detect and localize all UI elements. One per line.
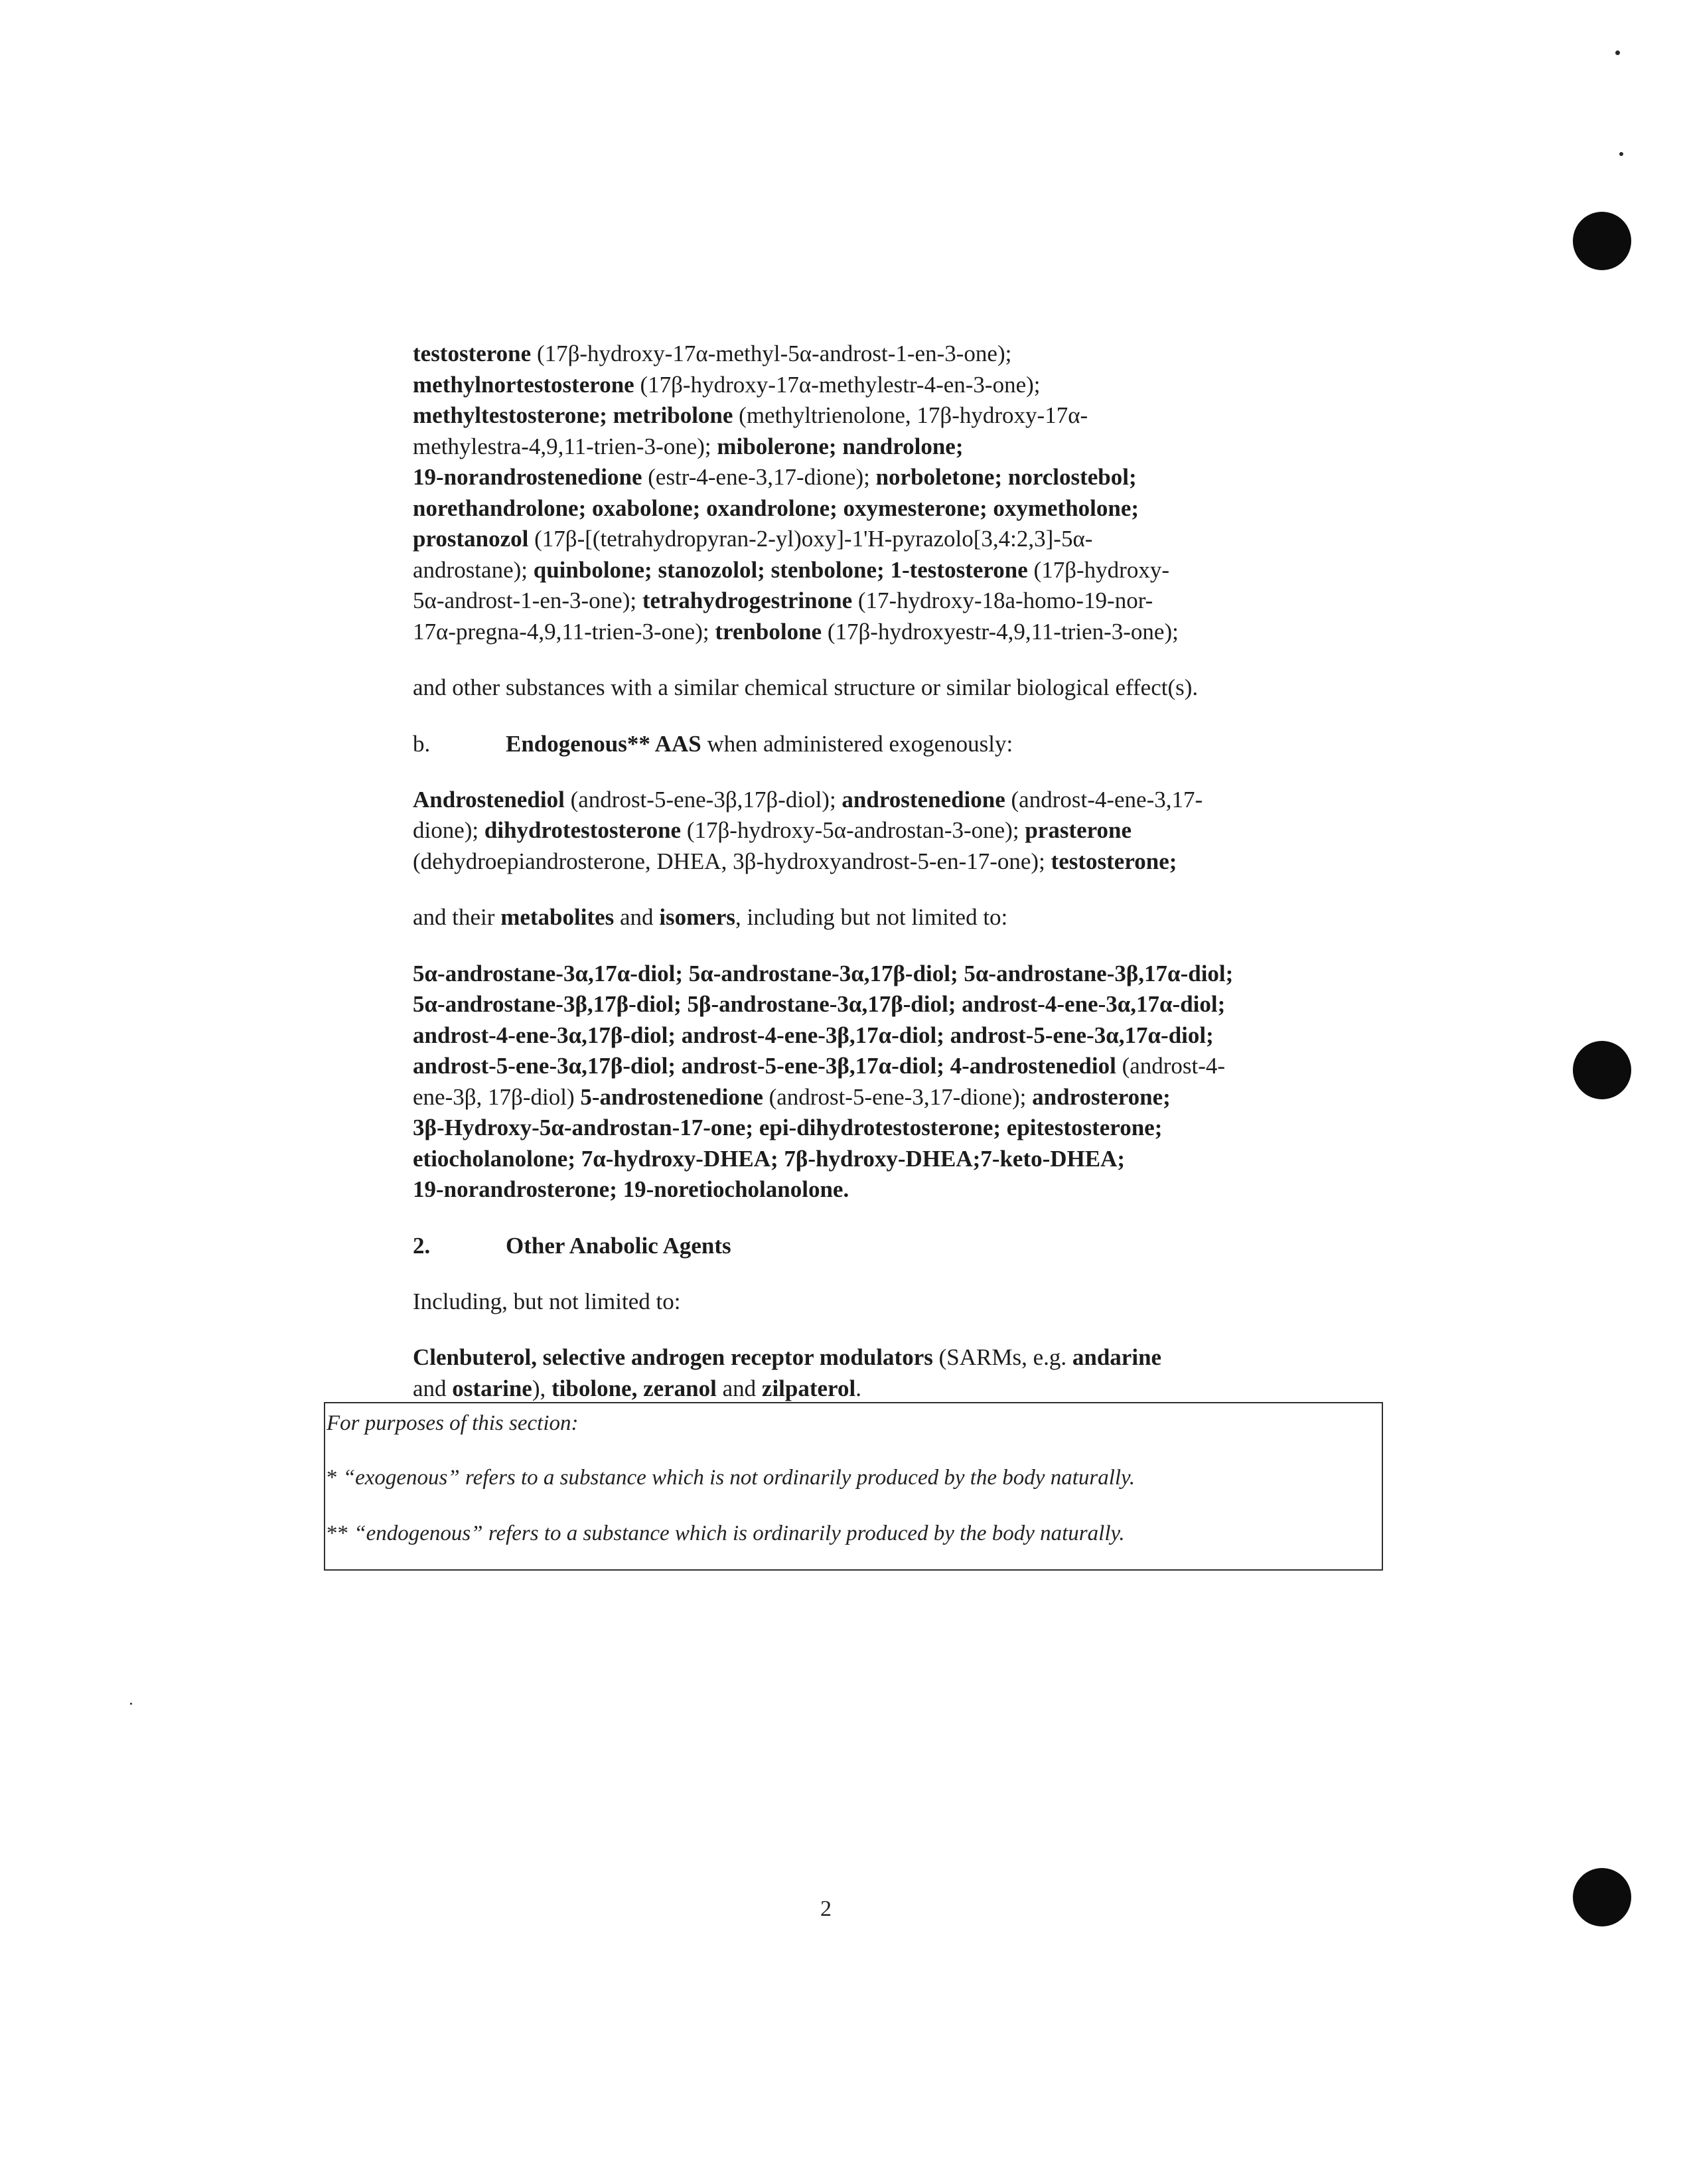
scan-speck: [1619, 152, 1623, 156]
text-run: 3β-Hydroxy-5α-androstan-17-one; epi-dihydrotestosterone; epitestosterone;: [413, 1115, 1163, 1140]
substance-line: [413, 1373, 1355, 1405]
section-b-heading: [413, 729, 1355, 759]
metabolite-line: [413, 1051, 1355, 1082]
text-run: androst-5-ene-3α,17β-diol; androst-5-ene-3β,17α-diol; 4-androstenediol: [413, 1053, 1116, 1079]
text-run: norboletone; norclostebol;: [875, 464, 1137, 490]
punch-hole-top: [1573, 212, 1631, 270]
definition-endogenous-text: “endogenous” refers to a substance which is ordinarily produced by the body naturally.: [354, 1521, 1125, 1545]
text-run: 5α-androstane-3β,17β-diol; 5β-androstane-3α,17β-diol; androst-4-ene-3α,17α-diol;: [413, 991, 1226, 1017]
definition-endogenous-marker: **: [327, 1521, 354, 1545]
text-run: and their: [413, 904, 501, 930]
definition-exogenous-text: “exogenous” refers to a substance which is not ordinarily produced by the body naturally.: [342, 1466, 1136, 1490]
definition-exogenous: [327, 1464, 1135, 1491]
text-run: (androst-4-: [1116, 1053, 1226, 1079]
metabolites-intro: [413, 902, 1355, 933]
section-2-marker: 2.: [413, 1232, 431, 1259]
text-run: methyltestosterone; metribolone: [413, 402, 733, 428]
text-run: mibolerone; nandrolone;: [717, 433, 964, 459]
substance-line: [413, 400, 1355, 431]
substance-line: [413, 370, 1355, 401]
substance-line: [413, 846, 1355, 878]
text-run: tibolone, zeranol: [551, 1375, 717, 1401]
text-run: (17β-hydroxy-17α-methylestr-4-en-3-one);: [634, 371, 1041, 398]
text-run: prostanozol: [413, 526, 529, 552]
substance-line: [413, 785, 1355, 816]
text-run: ),: [532, 1375, 551, 1401]
definition-endogenous: [327, 1520, 1125, 1547]
text-run: (androst-5-ene-3β,17β-diol);: [564, 786, 842, 813]
text-run: ostarine: [452, 1375, 532, 1401]
text-run: (methyltrienolone, 17β-hydroxy-17α-: [733, 402, 1088, 428]
section-b-label: Endogenous** AAS: [506, 730, 701, 757]
text-run: dihydrotestosterone: [484, 817, 682, 843]
section-2-substance-list: [413, 1342, 1355, 1404]
metabolites-list: [413, 959, 1355, 1206]
text-run: zilpaterol: [761, 1375, 856, 1401]
text-run: dione);: [413, 817, 484, 843]
text-run: 5α-androstane-3α,17α-diol; 5α-androstane-3α,17β-diol; 5α-androstane-3β,17α-diol;: [413, 960, 1234, 986]
punch-hole-middle: [1573, 1041, 1631, 1099]
text-run: (17-hydroxy-18a-homo-19-nor-: [852, 587, 1153, 613]
metabolite-line: [413, 1144, 1355, 1175]
text-run: testosterone;: [1051, 848, 1177, 874]
text-run: Androstenediol: [413, 786, 565, 813]
substance-line: [413, 431, 1355, 463]
section-a-closing: and other substances with a similar chemical structure or similar biological effect(s).: [413, 674, 1199, 700]
section-2-label: Other Anabolic Agents: [506, 1232, 731, 1259]
text-run: prasterone: [1025, 817, 1132, 843]
text-run: etiocholanolone; 7α-hydroxy-DHEA; 7β-hydroxy-DHEA;7-keto-DHEA;: [413, 1145, 1126, 1172]
metabolite-line: [413, 1174, 1355, 1206]
substance-line: [413, 617, 1355, 648]
metabolite-line: [413, 1082, 1355, 1113]
section-b-label-rest: when administered exogenously:: [701, 730, 1013, 757]
substance-line: [413, 524, 1355, 555]
metabolite-line: [413, 1020, 1355, 1052]
metabolite-line: [413, 989, 1355, 1020]
text-run: (17β-hydroxyestr-4,9,11-trien-3-one);: [822, 618, 1179, 645]
text-run: Clenbuterol, selective androgen receptor modulators: [413, 1344, 933, 1370]
text-run: 17α-pregna-4,9,11-trien-3-one);: [413, 618, 715, 645]
text-run: isomers: [659, 904, 736, 930]
substance-line: [413, 815, 1355, 846]
metabolite-line: [413, 1113, 1355, 1144]
text-run: androstenedione: [842, 786, 1005, 813]
text-run: andarine: [1072, 1344, 1162, 1370]
text-run: testosterone: [413, 341, 532, 366]
text-run: (17β-hydroxy-: [1027, 556, 1169, 583]
definitions-box: [324, 1402, 1383, 1571]
text-run: .: [855, 1375, 861, 1401]
text-run: (17β-[(tetrahydropyran-2-yl)oxy]-1'H-pyrazolo[3,4:2,3]-5α-: [528, 526, 1093, 552]
substance-line: [413, 555, 1355, 586]
text-run: tetrahydrogestrinone: [642, 587, 853, 613]
text-run: androstane);: [413, 556, 534, 583]
text-run: (17β-hydroxy-17α-methyl-5α-androst-1-en-3-one);: [531, 341, 1012, 366]
text-run: (estr-4-ene-3,17-dione);: [642, 464, 876, 490]
substance-line: [413, 462, 1355, 493]
text-run: 5α-androst-1-en-3-one);: [413, 587, 642, 613]
text-run: norethandrolone; oxabolone; oxandrolone; oxymesterone; oxymetholone;: [413, 495, 1139, 521]
text-run: quinbolone; stanozolol; stenbolone; 1-testosterone: [533, 556, 1028, 583]
document-body: [413, 339, 1355, 1404]
substance-line: [413, 1342, 1355, 1373]
text-run: 19-norandrosterone; 19-noretiocholanolone.: [413, 1176, 849, 1202]
text-run: methylnortestosterone: [413, 371, 634, 398]
text-run: ene-3β, 17β-diol): [413, 1083, 581, 1110]
section-2-heading: [413, 1231, 1355, 1261]
definition-exogenous-marker: *: [327, 1466, 343, 1490]
text-run: androsterone;: [1032, 1083, 1171, 1110]
punch-hole-bottom: [1573, 1868, 1631, 1926]
scan-speck: [1615, 50, 1620, 55]
metabolite-line: [413, 959, 1355, 990]
section-b-marker: b.: [413, 730, 431, 757]
section-2-intro: Including, but not limited to:: [413, 1288, 681, 1314]
text-run: and: [614, 904, 660, 930]
text-run: and: [413, 1375, 453, 1401]
section-a-substance-list: [413, 339, 1355, 647]
text-run: metabolites: [500, 904, 615, 930]
text-run: (17β-hydroxy-5α-androstan-3-one);: [681, 817, 1025, 843]
text-run: 19-norandrostenedione: [413, 464, 642, 490]
text-run: 5-androstenedione: [580, 1083, 763, 1110]
text-run: (dehydroepiandrosterone, DHEA, 3β-hydroxyandrost-5-en-17-one);: [413, 848, 1051, 874]
text-run: methylestra-4,9,11-trien-3-one);: [413, 433, 717, 459]
text-run: (androst-5-ene-3,17-dione);: [763, 1083, 1033, 1110]
text-run: and: [716, 1375, 762, 1401]
text-run: androst-4-ene-3α,17β-diol; androst-4-ene-3β,17α-diol; androst-5-ene-3α,17α-diol;: [413, 1022, 1214, 1048]
section-b-substance-list: [413, 785, 1355, 878]
text-run: (SARMs, e.g.: [932, 1344, 1072, 1370]
page-number: 2: [820, 1897, 832, 1921]
definitions-title: For purposes of this section:: [327, 1411, 579, 1435]
text-run: , including but not limited to:: [735, 904, 1008, 930]
substance-line: [413, 493, 1355, 524]
substance-line: [413, 339, 1355, 370]
text-run: (androst-4-ene-3,17-: [1005, 786, 1203, 813]
scan-speck: [130, 1703, 132, 1705]
text-run: trenbolone: [715, 618, 822, 645]
substance-line: [413, 585, 1355, 617]
